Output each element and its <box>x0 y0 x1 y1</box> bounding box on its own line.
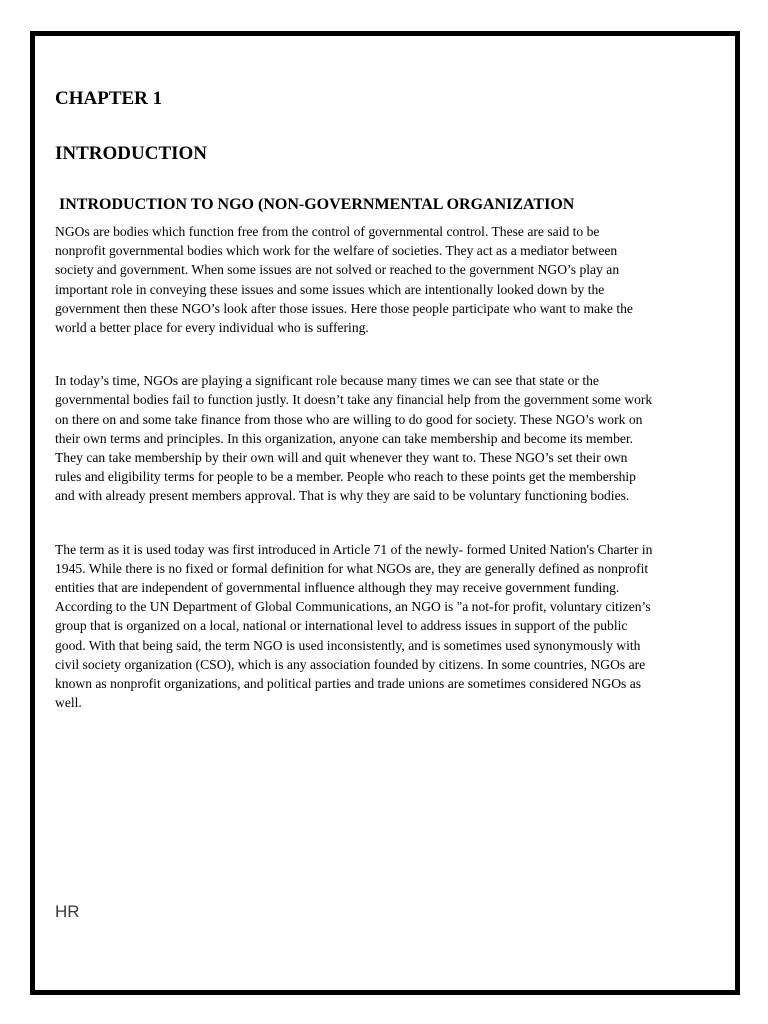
chapter-title: INTRODUCTION <box>55 143 208 164</box>
document-body <box>55 88 653 712</box>
paragraph-2: In today’s time, NGOs are playing a significant role because many times we can see that state or the governmental bodies fail to function justly. It doesn’t take any financial help from the government some work on there on and some take finance from those who are willing to do good for society. These NGO’s work on their own terms and principles. In this organization, anyone can take membership and become its member. They can take membership by their own will and quit whenever they want to. These NGO’s set their own rules and eligibility terms for people to be a member. People who reach to these points get the membership and with already present members approval. That is why they are said to be voluntary functioning bodies. <box>55 373 653 504</box>
section-title: INTRODUCTION TO NGO (NON-GOVERNMENTAL ORGANIZATION <box>59 196 575 213</box>
paragraph-1: NGOs are bodies which function free from the control of governmental control. These are said to be nonprofit governmental bodies which work for the welfare of societies. They act as a mediator between society and government. When some issues are not solved or reached to the government NGO’s play an important role in conveying these issues and some issues which are intentionally looked down by the government then these NGO’s look after those issues. Here those people participate who want to make the world a better place for every individual who is suffering. <box>55 224 633 336</box>
paragraph-3: The term as it is used today was first introduced in Article 71 of the newly- formed United Nation's Charter in 1945. While there is no fixed or formal definition for what NGOs are, they are generally defined as nonprofit entities that are independent of governmental influence although they may receive government funding. According to the UN Department of Global Communications, an NGO is "a not-for profit, voluntary citizen’s group that is organized on a local, national or international level to address issues in support of the public good. With that being said, the term NGO is used inconsistently, and is sometimes used synonymously with civil society organization (CSO), which is any association founded by citizens. In some countries, NGOs are known as nonprofit organizations, and political parties and trade unions are sometimes considered NGOs as well. <box>55 541 653 711</box>
chapter-label: CHAPTER 1 <box>55 88 163 109</box>
footer-initials: HR <box>55 902 80 921</box>
